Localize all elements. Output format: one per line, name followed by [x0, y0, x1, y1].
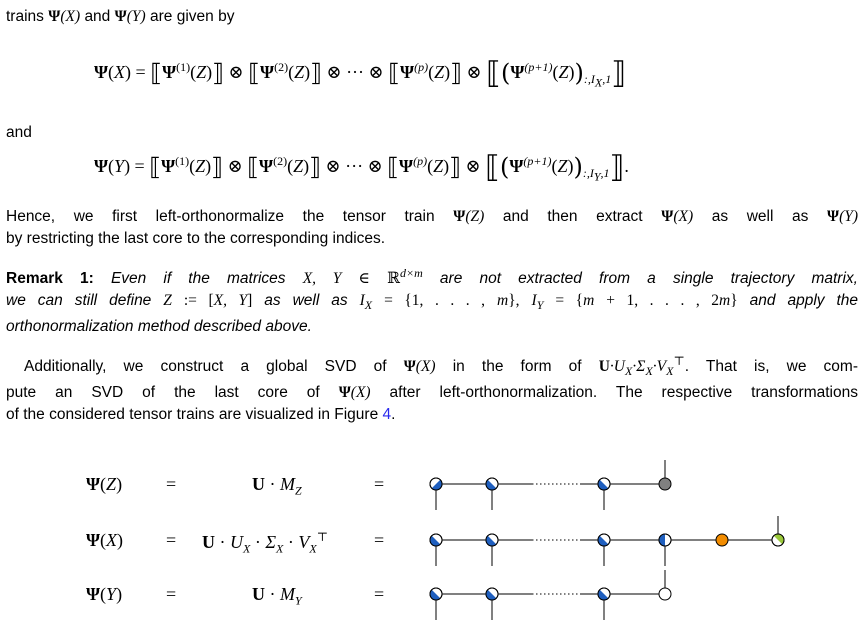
core-last-white [659, 588, 671, 600]
core-x-1 [430, 534, 442, 546]
tensor-train-x [430, 516, 784, 566]
diagram-row-z-eq2: = [374, 474, 385, 494]
core-left-orth-2 [486, 478, 498, 490]
eq-x-index-sub: X [594, 74, 603, 89]
core-left-orth-1 [430, 478, 442, 490]
diagram-row-y-lhs: Ψ(Y) [86, 584, 123, 604]
para2-line3-a: of the considered tensor trains are visualized in Figure [6, 406, 379, 424]
remark-1: Remark 1: Even if the matrices X, Y ∈ ℝ$^{d\times m}$ are not extracted from a single trajectory matrix, we can still define Z := [X, Y] as well as $I_X = \{1$, . . . , m}, $I_Y = \{m + 1$, . . . , 2m} and apply the orthonormalization method described above. [6, 262, 858, 338]
diagram-row-y-mid: $U \cdot M_Y$ [252, 584, 302, 608]
core-last-gray [659, 478, 671, 490]
remark-title: Remark 1: [6, 270, 94, 288]
diagram-row-x-mid: $U \cdot U_X \cdot \Sigma_X \cdot V_X^⊤$ [202, 530, 329, 556]
remark-line1-a: Even if the matrices [110, 270, 286, 288]
diagram-row-z-mid-sub: Z [295, 483, 302, 498]
intro-line: trains Ψ(X) and Ψ(Y) are given by [6, 8, 235, 25]
para1-line1-c: as well as [711, 208, 809, 225]
para2-line1-a: Additionally, we construct a global SVD of [24, 358, 387, 376]
diagram-row-y-eq1: = [166, 584, 177, 604]
para1-line1: Hence, we first left-orthonormalize the tensor train [6, 208, 435, 225]
core-x-p [598, 534, 610, 546]
equation-psi-x: $\Psi(X) = ⟦\Psi^{(1)}(Z)⟧$ ⊗ $⟦\Psi^{(2)}(Z)⟧$ ⊗ ··· ⊗ $⟦\Psi^{(p)}(Z)⟧$ ⊗ $⟦(\Psi^{(p+1)}(Z))_{:,I_X,1}⟧$ [94, 56, 627, 91]
remark-line1-b: are not extracted from a single trajectory matrix, [439, 270, 858, 288]
and-line: and [6, 124, 32, 141]
core-x-vt [772, 534, 784, 546]
diagram-row-x-eq1: = [166, 530, 177, 550]
core-y-1 [430, 588, 442, 600]
eq-y-index-sub: Y [593, 168, 601, 183]
eq-x-index: :,I [583, 71, 595, 86]
paragraph-hence: Hence, we first left-orthonormalize the tensor train Ψ(Z) and then extract Ψ(X) as well as Ψ(Y) by restricting the last core to the corresponding indices. [6, 206, 858, 250]
para1-line2: by restricting the last core to the corresponding indices. [6, 230, 386, 247]
tensor-train-y [430, 570, 671, 620]
core-y-2 [486, 588, 498, 600]
eq-y-period: . [624, 156, 629, 176]
remark-line3: orthonormalization method described above. [6, 318, 312, 336]
intro-lead: trains [6, 8, 44, 25]
remark-line2-b: as well as [264, 292, 348, 310]
core-y-p [598, 588, 610, 600]
eq-y-index-tail: ,1 [600, 165, 610, 180]
remark-line2-a: we can still define [6, 292, 152, 310]
intro-given-by: are given by [150, 8, 235, 25]
eq-x-index-tail: ,1 [602, 71, 612, 86]
diagram-row-x-eq2: = [374, 530, 385, 550]
para2-line2-a: pute an SVD of the last core of [6, 384, 320, 402]
core-x-sigma [716, 534, 728, 546]
figure-link[interactable]: 4 [382, 406, 392, 424]
equation-psi-y: $\Psi(Y) = ⟦\Psi^{(1)}(Z)⟧$ ⊗ $⟦\Psi^{(2)}(Z)⟧$ ⊗ ··· ⊗ $⟦\Psi^{(p)}(Z)⟧$ ⊗ $⟦(\Psi^{(p+1)}(Z))_{:,I_Y,1}⟧$. [94, 150, 629, 185]
para2-line3-end: . [391, 406, 396, 424]
remark-line2-c: and apply the [749, 292, 859, 310]
tensor-train-z [430, 460, 671, 510]
para2-line1-b: in the form of [452, 358, 582, 376]
diagram-row-x-lhs: Ψ(X) [86, 530, 124, 550]
core-x-2 [486, 534, 498, 546]
eq-y-index: :,I [582, 165, 594, 180]
diagram-row-z-mid: $U \cdot M_Z$ [252, 474, 302, 498]
diagram-row-z-lhs: Ψ(Z) [86, 474, 123, 494]
para1-line1-b: and then extract [502, 208, 643, 225]
para2-line1-c: . That is, we com- [684, 358, 859, 376]
diagram-row-y-eq2: = [374, 584, 385, 604]
paragraph-additionally: Additionally, we construct a global SVD of Ψ(X) in the form of $U\cdot U_X\cdot\Sigma_X\cdot V_X^⊤$. That is, we com- pute an SVD of the last core of Ψ(X) after left-orthonormalization. The respective transformations of the considered tensor trains are visualized in Figure 4. [6, 354, 859, 424]
diagram-row-y-mid-sub: Y [295, 593, 302, 608]
core-left-orth-p [598, 478, 610, 490]
intro-and: and [84, 8, 111, 25]
para2-line2-b: after left-orthonormalization. The respective transformations [389, 384, 858, 402]
core-x-ux [659, 534, 671, 546]
diagram-row-z-eq1: = [166, 474, 177, 494]
